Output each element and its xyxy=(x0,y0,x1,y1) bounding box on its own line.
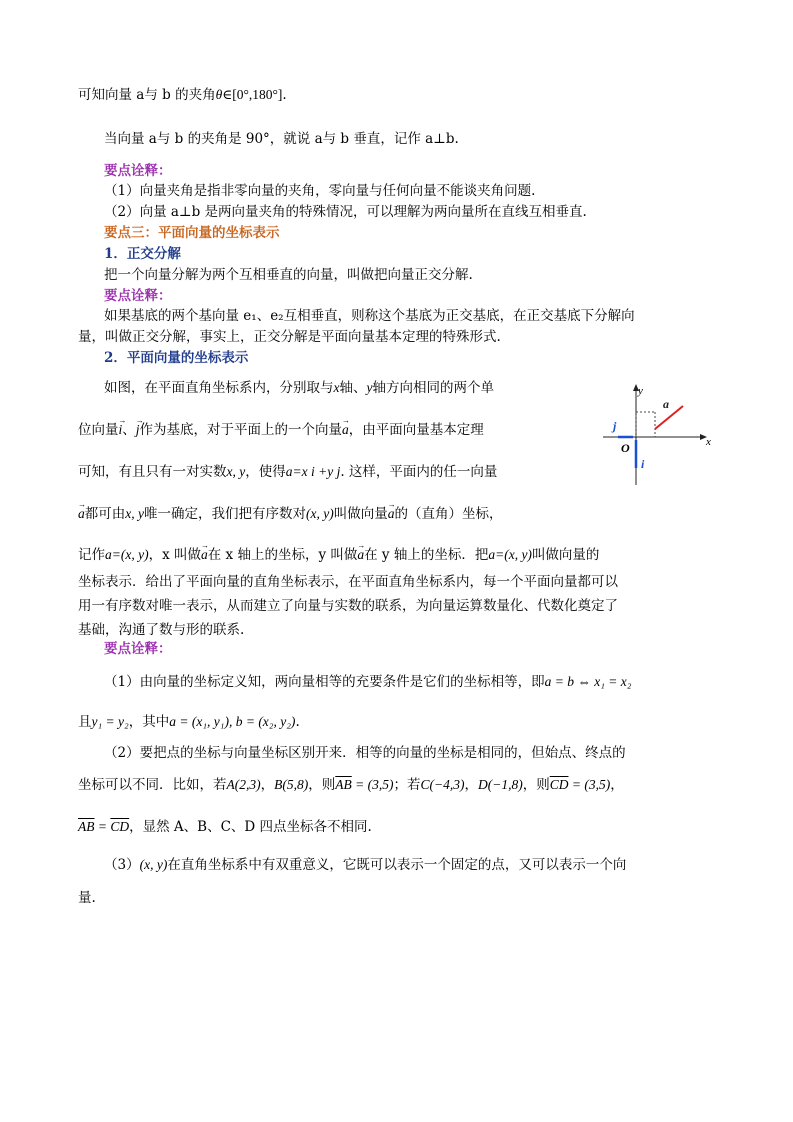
unit-i-label: i xyxy=(641,457,645,471)
point-vs-vector-note-2: 坐标可以不同．比如，若A(2,3)，B(5,8)，则$\overline{AB} = (3,5)$；若C(−4,3)，D(−1,8)，则$\overline{CD} = (3,5)$， xyxy=(78,777,624,793)
vector-a xyxy=(655,406,683,429)
coordinate-text-1: 如图，在平面直角坐标系内，分别取与x轴、y轴方向相同的两个单 xyxy=(104,380,494,396)
subsection-1-heading: 1．正交分解 xyxy=(104,246,181,262)
point-vs-vector-note-3: $\overline{AB} = \overline{CD}$，显然 A、B、C、D 四点坐标各不相同. xyxy=(78,819,372,835)
coordinate-text-8: 基础，沟通了数与形的联系. xyxy=(78,622,245,638)
orthogonal-basis-text-1: 如果基底的两个基向量 e₁、e₂互相垂直，则称这个基底为正交基底，在正交基底下分解向 xyxy=(104,308,635,324)
note-2: （2）向量 a⊥b 是两向量夹角的特殊情况，可以理解为两向量所在直线互相垂直. xyxy=(104,204,587,220)
coordinate-text-5: 记作a=(x, y)，x 叫做→ a在 x 轴上的坐标，y 叫做→ a在 y 轴上的坐标．把a=(x, y)叫做向量的 xyxy=(78,546,599,564)
key-note-heading-2: 要点诠释： xyxy=(104,288,172,304)
vector-a-label: a xyxy=(663,397,669,411)
point-vs-vector-note-1: （2）要把点的坐标与向量坐标区别开来．相等的向量的坐标是相同的，但始点、终点的 xyxy=(104,745,626,761)
section-3-heading: 要点三：平面向量的坐标表示 xyxy=(104,225,280,241)
key-note-heading-3: 要点诠释： xyxy=(104,641,172,657)
origin-label: O xyxy=(621,441,630,455)
orthogonal-basis-text-2: 量，叫做正交分解，事实上，正交分解是平面向量基本定理的特殊形式. xyxy=(78,329,501,345)
coordinate-text-6: 坐标表示．给出了平面向量的直角坐标表示，在平面直角坐标系内，每一个平面向量都可以 xyxy=(78,574,618,590)
coordinate-text-7: 用一有序数对唯一表示，从而建立了向量与实数的联系，为向量运算数量化、代数化奠定了 xyxy=(78,598,618,614)
subsection-2-heading: 2．平面向量的坐标表示 xyxy=(104,350,249,366)
note-1: （1）向量夹角是指非零向量的夹角，零向量与任何向量不能谈夹角问题. xyxy=(104,183,536,199)
coordinate-figure xyxy=(593,380,723,490)
equality-note-2: 且y₁ = y₂，其中a = (x₁, y₁), b = (x₂, y₂). xyxy=(78,714,300,730)
orthogonal-decomposition-text: 把一个向量分解为两个互相垂直的向量，叫做把向量正交分解. xyxy=(104,267,473,283)
y-axis-label: y xyxy=(638,385,643,397)
dual-meaning-note-2: 量. xyxy=(78,890,96,906)
equality-note-1: （1）由向量的坐标定义知，两向量相等的充要条件是它们的坐标相等，即a = b ⇔ x₁ = x₂ xyxy=(104,674,632,690)
coordinate-text-4: → a都可由x, y唯一确定，我们把有序数对(x, y)叫做向量→ a的（直角）坐标， xyxy=(78,505,502,523)
key-note-heading-1: 要点诠释： xyxy=(104,163,172,179)
unit-j-label: j xyxy=(613,419,617,433)
perpendicular-definition: 当向量 a与 b 的夹角是 90°，就说 a与 b 垂直，记作 a⊥b. xyxy=(104,131,459,147)
coordinate-text-2: 位向量→ i、→ j作为基底，对于平面上的一个向量→ a，由平面向量基本定理 xyxy=(78,421,484,439)
x-axis-label: x xyxy=(706,436,711,448)
dual-meaning-note-1: （3）(x, y)在直角坐标系中有双重意义，它既可以表示一个固定的点，又可以表示一个向 xyxy=(104,857,627,873)
angle-range-line: 可知向量 a与 b 的夹角θ∈[0°,180°]. xyxy=(78,87,287,103)
coordinate-text-3: 可知，有且只有一对实数x, y，使得a=x i +y j. 这样，平面内的任一向量 xyxy=(78,464,498,480)
